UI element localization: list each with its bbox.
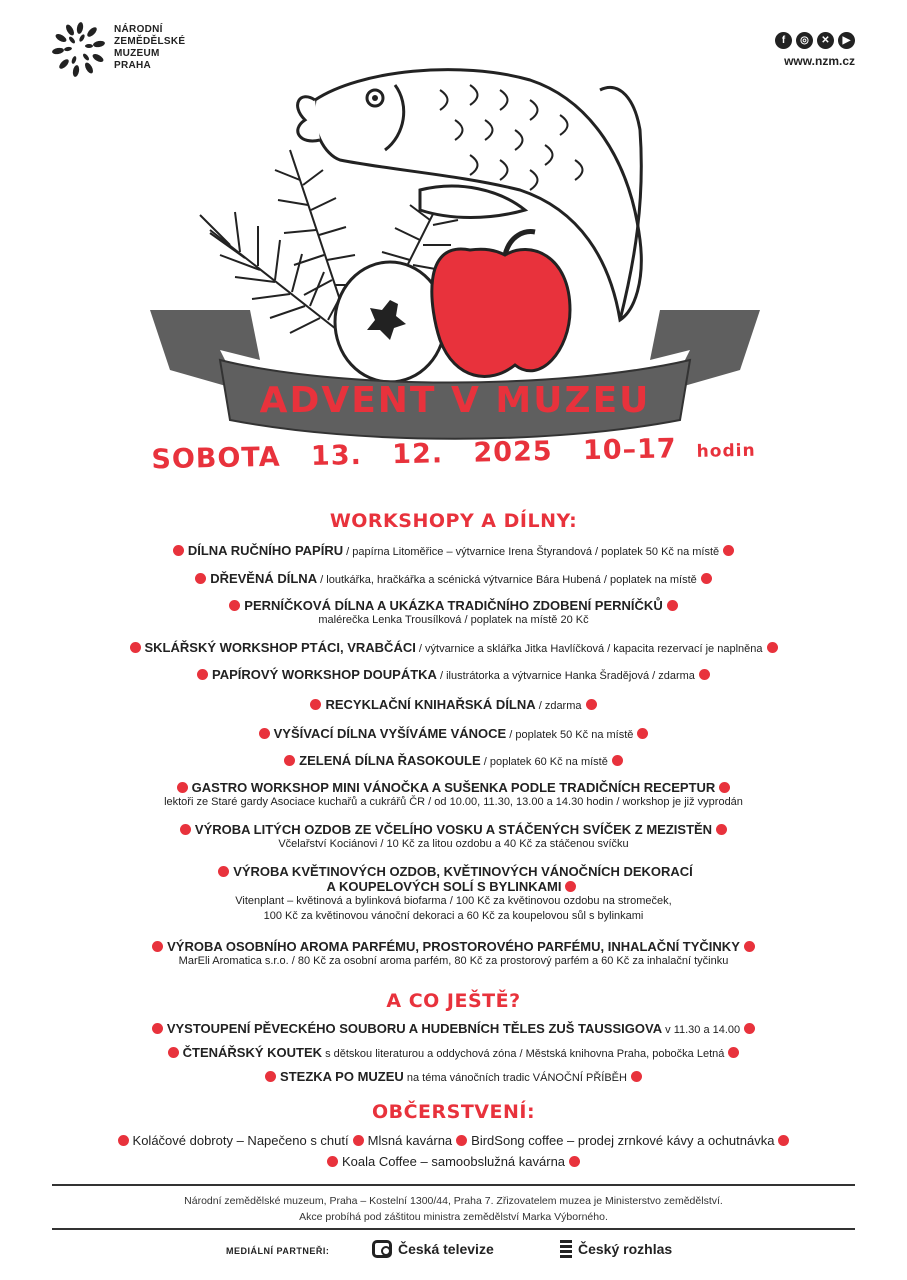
list-item: DÍLNA RUČNÍHO PAPÍRU / papírna Litoměřice – výtvarnice Irena Štyrandová / poplatek 50 Kč na místě [0,543,907,560]
logo-line: MUZEUM [114,48,160,59]
apple-icon [432,249,570,376]
logo-line: PRAHA [114,60,152,71]
partners-label: MEDIÁLNÍ PARTNEŘI: [226,1246,330,1256]
logo-line: ZEMĚDĚLSKÉ [114,36,186,47]
hero-illustration [140,60,770,480]
date-hours: 10–17 [582,433,677,467]
partner-ct[interactable]: Česká televize [372,1240,494,1258]
list-item: VÝROBA OSOBNÍHO AROMA PARFÉMU, PROSTOROVÉHO PARFÉMU, INHALAČNÍ TYČINKY MarEli Aromatica s.r.o. / 80 Kč za osobní aroma parfém, 80 Kč za prostorový parfém a 60 Kč za inhalační tyčinku [0,939,907,969]
list-item: RECYKLAČNÍ KNIHAŘSKÁ DÍLNA / zdarma [0,697,907,714]
footer-text: Národní zemědělské muzeum, Praha – Kostelní 1300/44, Praha 7. Zřizovatelem muzea je Ministerstvo zemědělství. Akce probíhá pod záštitou ministra zemědělství Marka Výborného. [184,1195,723,1223]
cr-logo-icon [560,1240,572,1258]
list-item: DŘEVĚNÁ DÍLNA / loutkářka, hračkářka a scénická výtvarnice Bára Hubená / poplatek na místě [0,571,907,588]
divider [52,1184,855,1186]
list-item: VÝROBA KVĚTINOVÝCH OZDOB, KVĚTINOVÝCH VÁNOČNÍCH DEKORACÍ A KOUPELOVÝCH SOLÍ S BYLINKAMI Vitenplant – květinová a bylinková biofarma / 100 Kč za květinovou ozdobu na stromeček, 100 Kč za květinovou vánoční dekoraci a 60 Kč za koupelovou sůl s bylinkami [0,864,907,924]
social-links [775,32,855,49]
ct-logo-icon [372,1240,392,1258]
wreath-icon [52,22,108,78]
instagram-icon[interactable]: ◎ [796,32,813,49]
facebook-icon[interactable]: f [775,32,792,49]
list-item: ZELENÁ DÍLNA ŘASOKOULE / poplatek 60 Kč na místě [0,753,907,770]
list-item: PERNÍČKOVÁ DÍLNA A UKÁZKA TRADIČNÍHO ZDOBENÍ PERNÍČKŮ malérečka Lenka Trousílková / poplatek na místě 20 Kč [0,598,907,628]
list-item: STEZKA PO MUZEU na téma vánočních tradic VÁNOČNÍ PŘÍBĚH [0,1069,907,1086]
list-item: Koláčové dobroty – Napečeno s chutí Mlsná kavárna BirdSong coffee – prodej zrnkové kávy a ochutnávka [0,1133,907,1148]
list-item: Koala Coffee – samoobslužná kavárna [0,1154,907,1169]
banner-title: ADVENT V MUZEU [259,380,651,421]
logo-line: NÁRODNÍ [114,24,163,35]
x-icon[interactable]: ✕ [817,32,834,49]
divider [52,1228,855,1230]
workshops-title: WORKSHOPY A DÍLNY: [329,510,578,532]
date-date: 13. [310,439,363,472]
list-item: PAPÍROVÝ WORKSHOP DOUPÁTKA / ilustrátorka a výtvarnice Hanka Šradějová / zdarma [0,667,907,684]
list-item: VYŠÍVACÍ DÍLNA VYŠÍVÁME VÁNOCE / poplatek 50 Kč na místě [0,726,907,743]
list-item: GASTRO WORKSHOP MINI VÁNOČKA A SUŠENKA PODLE TRADIČNÍCH RECEPTUR lektoři ze Staré gardy Asociace kuchařů a cukrářů ČR / od 10.00, 11.30, 13.00 a 14.30 hodin / workshop je již vyprodán [164,780,743,808]
date-day: SOBOTA [151,441,281,476]
food-title: OBČERSTVENÍ: [371,1101,536,1123]
extras-title: A CO JEŠTĚ? [386,990,521,1012]
date-month: 12. [391,438,444,471]
list-item: VÝROBA LITÝCH OZDOB ZE VČELÍHO VOSKU A STÁČENÝCH SVÍČEK Z MEZISTĚN Včelařství Kociánovi / 10 Kč za litou ozdobu a 40 Kč za stáčenou svíčku [0,822,907,852]
partner-cr[interactable]: Český rozhlas [560,1240,672,1258]
list-item: SKLÁŘSKÝ WORKSHOP PTÁCI, VRABČÁCI / výtvarnice a sklářka Jitka Havlíčková / kapacita rezervací je naplněna [0,640,907,657]
list-item: VYSTOUPENÍ PĚVECKÉHO SOUBORU A HUDEBNÍCH TĚLES ZUŠ TAUSSIGOVA v 11.30 a 14.00 [0,1021,907,1038]
website-link[interactable]: www.nzm.cz [784,54,855,68]
youtube-icon[interactable]: ▶ [838,32,855,49]
date-hours-unit: hodin [696,440,756,462]
list-item: ČTENÁŘSKÝ KOUTEK s dětskou literaturou a oddychová zóna / Městská knihovna Praha, pobočka Letná [0,1045,907,1062]
date-year: 2025 [473,435,553,469]
